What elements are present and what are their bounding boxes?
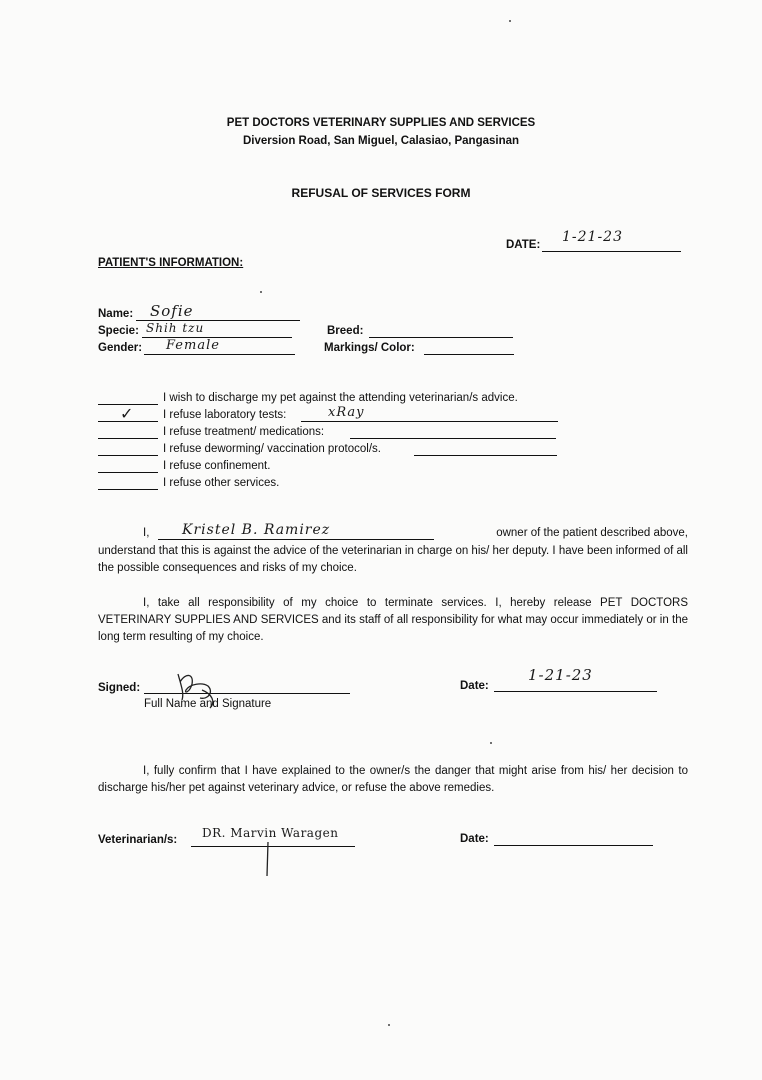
checklist-item-text: I refuse laboratory tests: — [163, 409, 287, 421]
signature-caption: Full Name and Signature — [144, 698, 272, 710]
date-value: 1-21-23 — [562, 229, 623, 245]
confirm-paragraph: I, fully confirm that I have explained to the owner/s the danger that might arise from his/ her decision to discharge his/her pet against veterinary advice, or refuse the above remedies. — [98, 765, 688, 794]
owner-name-line — [158, 539, 434, 540]
specie-value: Shih tzu — [146, 321, 205, 335]
gender-line — [144, 354, 295, 355]
gender-value: Female — [166, 338, 220, 353]
scan-speck — [260, 291, 262, 293]
checklist-item-text: I wish to discharge my pet against the attending veterinarian/s advice. — [163, 392, 518, 404]
statement-body: understand that this is against the advice of the veterinarian in charge on his/ her deputy. I have been informed of all the possible consequences and risks of my choice. — [98, 545, 688, 574]
statement-line1-suffix: owner of the patient described above, — [496, 527, 688, 539]
checklist-item-text: I refuse confinement. — [163, 460, 271, 472]
treatment-line — [350, 438, 556, 439]
signature-date-label: Date: — [460, 680, 489, 692]
company-name: PET DOCTORS VETERINARY SUPPLIES AND SERVICES — [226, 117, 536, 129]
date-label: DATE: — [506, 239, 541, 251]
specie-label: Specie: — [98, 325, 139, 337]
breed-label: Breed: — [327, 325, 364, 337]
scan-speck — [490, 742, 492, 744]
scan-speck — [388, 1024, 390, 1026]
vet-date-line — [494, 845, 653, 846]
signature-date-value: 1-21-23 — [528, 666, 593, 684]
checklist-blank[interactable] — [98, 472, 158, 473]
release-paragraph: I, take all responsibility of my choice to terminate services. I, hereby release PET DOCTORS VETERINARY SUPPLIES AND SERVICES and its staff of all responsibility for what may occur immediately or in the long term resulting of my choice. — [98, 597, 688, 643]
form-title: REFUSAL OF SERVICES FORM — [291, 186, 471, 200]
check-mark: ✓ — [120, 404, 135, 423]
markings-label: Markings/ Color: — [324, 342, 415, 354]
checklist-blank[interactable] — [98, 455, 158, 456]
lab-tests-value: xRay — [328, 405, 365, 420]
lab-tests-line — [301, 421, 558, 422]
checklist-blank[interactable] — [98, 438, 158, 439]
vet-label: Veterinarian/s: — [98, 834, 178, 846]
checklist-item-text: I refuse treatment/ medications: — [163, 426, 325, 438]
patient-section-title: PATIENT'S INFORMATION: — [98, 257, 244, 269]
statement-prefix: I, — [143, 527, 150, 539]
signature-date-line — [494, 691, 657, 692]
date-line — [542, 251, 681, 252]
deworming-line — [414, 455, 557, 456]
name-label: Name: — [98, 308, 134, 320]
signed-label: Signed: — [98, 682, 141, 694]
checklist-item-text: I refuse other services. — [163, 477, 280, 489]
company-address: Diversion Road, San Miguel, Calasiao, Pangasinan — [242, 135, 520, 147]
vet-date-label: Date: — [460, 833, 489, 845]
name-value: Sofie — [150, 302, 194, 320]
checklist-item-text: I refuse deworming/ vaccination protocol/s. — [163, 443, 381, 455]
owner-name-value: Kristel B. Ramirez — [182, 522, 331, 538]
checklist-blank[interactable] — [98, 489, 158, 490]
vet-signature-stroke — [262, 840, 274, 878]
vet-signature-value: DR. Marvin Waragen — [202, 826, 339, 840]
markings-line — [424, 354, 514, 355]
breed-line — [369, 337, 513, 338]
gender-label: Gender: — [98, 342, 143, 354]
scan-speck — [509, 20, 511, 22]
